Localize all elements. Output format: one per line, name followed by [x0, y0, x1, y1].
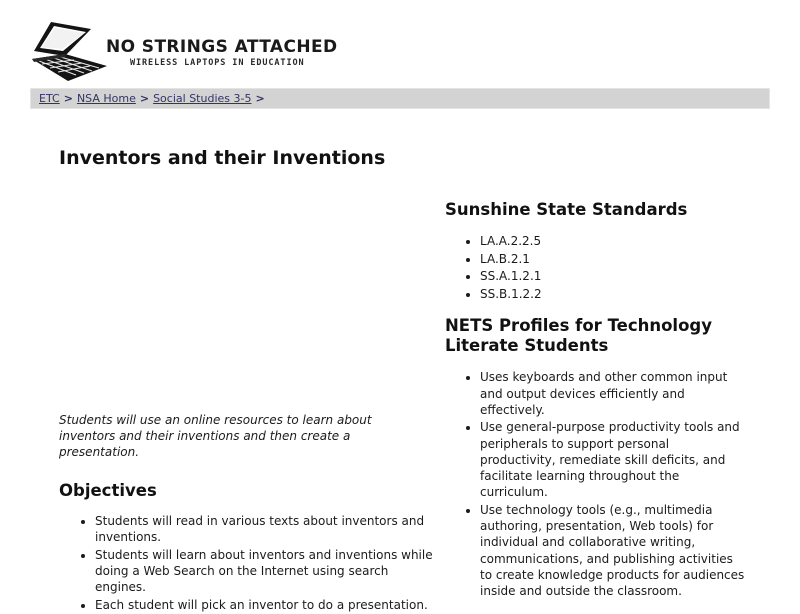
logo-title: NO STRINGS ATTACHED — [106, 37, 338, 57]
list-item: • SS.A.1.2.1 — [480, 268, 745, 284]
breadcrumb — [30, 88, 770, 109]
right-column — [445, 200, 745, 601]
logo-text — [106, 20, 337, 68]
nets-profiles-list — [445, 369, 745, 599]
sunshine-standards-heading: Sunshine State Standards — [445, 200, 688, 219]
breadcrumb-link-social-studies-3-5[interactable]: Social Studies 3-5 — [153, 92, 252, 105]
logo-subtitle: WIRELESS LAPTOPS IN EDUCATION — [130, 58, 305, 68]
objectives-list — [59, 513, 443, 613]
breadcrumb-link-nsa-home[interactable]: NSA Home — [76, 92, 136, 105]
sunshine-standards-list — [445, 233, 745, 302]
nets-profiles-heading: NETS Profiles for Technology Literate Students — [445, 316, 712, 356]
list-item: • LA.A.2.2.5 — [480, 233, 745, 249]
laptop-icon — [30, 20, 110, 84]
list-item: • Students will read in various texts about inventors and inventions. — [95, 513, 443, 545]
site-logo — [30, 20, 337, 84]
list-item: • LA.B.2.1 — [480, 251, 745, 267]
list-item: • Each student will pick an inventor to do a presentation. — [95, 597, 443, 613]
list-item: • Uses keyboards and other common input and output devices efficiently and effectively. — [480, 369, 745, 418]
list-item: • Students will learn about inventors and inventions while doing a Web Search on the Internet using search engines. — [95, 547, 443, 596]
breadcrumb-separator: > — [255, 92, 265, 105]
breadcrumb-separator: > — [139, 92, 150, 105]
list-item: • Use technology tools (e.g., multimedia authoring, presentation, Web tools) for individual and collaborative writing, communications, and publishing activities to create knowledge products for audiences inside and outside the classroom. — [480, 502, 745, 599]
list-item: • Use general-purpose productivity tools and peripherals to support personal productivity, remediate skill deficits, and facilitate learning throughout the curriculum. — [480, 419, 745, 500]
lesson-intro-text: Students will use an online resources to learn about inventors and their inventions and then create a presentation. — [59, 413, 372, 460]
list-item: • SS.B.1.2.2 — [480, 286, 745, 302]
breadcrumb-link-etc[interactable]: ETC — [39, 92, 60, 105]
objectives-heading: Objectives — [59, 480, 157, 500]
breadcrumb-separator: > — [63, 92, 73, 105]
page-title: Inventors and their Inventions — [59, 146, 386, 169]
left-column — [59, 412, 443, 614]
